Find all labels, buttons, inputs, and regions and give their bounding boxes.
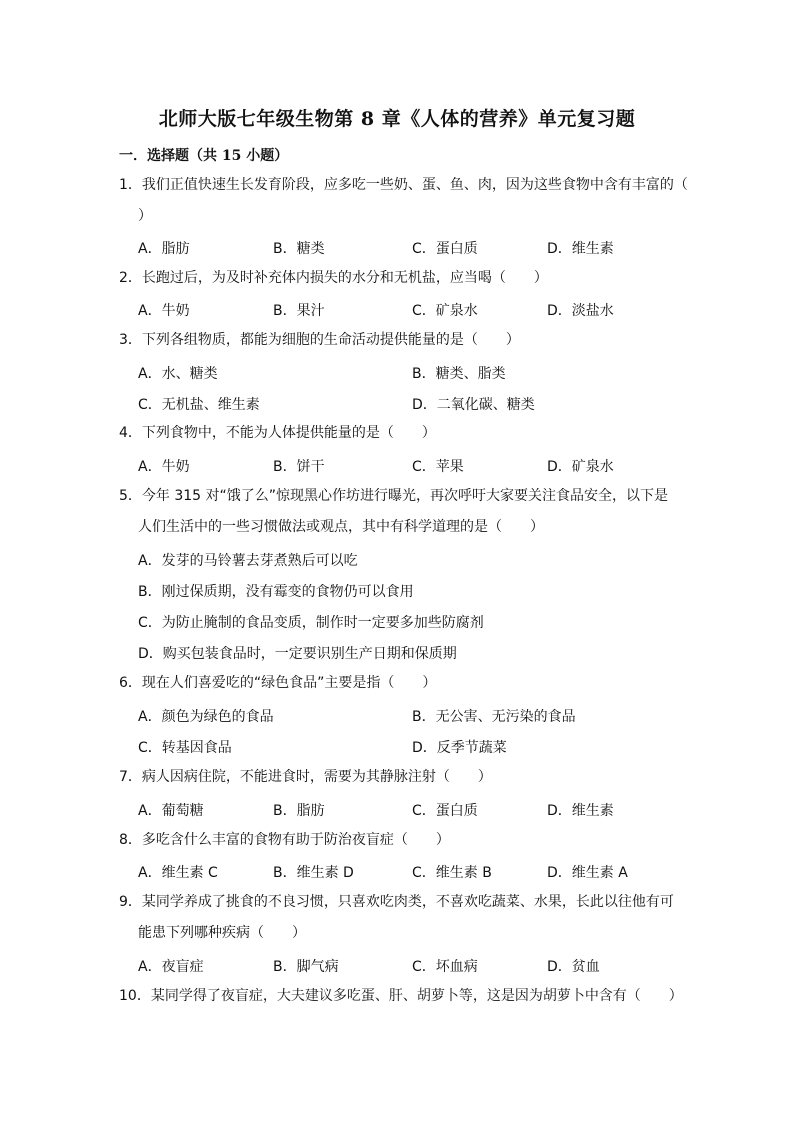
question-7-option-b: B．脂肪 — [273, 803, 325, 819]
question-1-option-d: D．维生素 — [547, 241, 614, 257]
question-4-text: 4．下列食物中，不能为人体提供能量的是（ ） — [119, 425, 436, 441]
question-9-option-c: C．坏血病 — [412, 959, 478, 975]
page-title: 北师大版七年级生物第 8 章《人体的营养》单元复习题 — [158, 108, 636, 130]
question-6-option-b: B．无公害、无污染的食品 — [412, 709, 576, 725]
question-5-option-d: D．购买包装食品时，一定要识别生产日期和保质期 — [138, 646, 457, 662]
question-2-text: 2．长跑过后，为及时补充体内损失的水分和无机盐，应当喝（ ） — [119, 270, 548, 286]
question-7-option-d: D．维生素 — [547, 803, 614, 819]
question-1-line-2: ） — [138, 208, 152, 224]
question-5-line-1: 5．今年 315 对“饿了么”惊现黑心作坊进行曝光，再次呼吁大家要关注食品安全，以下是 — [119, 488, 669, 504]
question-6-option-a: A．颜色为绿色的食品 — [138, 709, 274, 725]
question-9-line-1: 9．某同学养成了挑食的不良习惯，只喜欢吃肉类，不喜欢吃蔬菜、水果，长此以往他有可 — [119, 894, 674, 910]
question-5-option-b: B．刚过保质期，没有霉变的食物仍可以食用 — [138, 584, 414, 600]
question-3-option-a: A．水、糖类 — [138, 366, 218, 382]
question-5-option-a: A．发芽的马铃薯去芽煮熟后可以吃 — [138, 553, 358, 569]
question-7-option-c: C．蛋白质 — [412, 803, 478, 819]
question-6-text: 6．现在人们喜爱吃的“绿色食品”主要是指（ ） — [119, 675, 437, 691]
question-2-option-a: A．牛奶 — [138, 303, 190, 319]
question-9-option-a: A．夜盲症 — [138, 959, 204, 975]
question-3-option-d: D．二氧化碳、糖类 — [412, 397, 535, 413]
question-1-option-a: A．脂肪 — [138, 241, 190, 257]
question-8-option-a: A．维生素 C — [138, 865, 218, 881]
question-8-option-b: B．维生素 D — [273, 865, 354, 881]
question-6-option-c: C．转基因食品 — [138, 740, 232, 756]
question-2-option-c: C．矿泉水 — [412, 303, 478, 319]
question-3-option-c: C．无机盐、维生素 — [138, 397, 260, 413]
question-3-option-b: B．糖类、脂类 — [412, 366, 506, 382]
section-heading: 一．选择题（共 15 小题） — [119, 148, 289, 164]
question-7-text: 7．病人因病住院，不能进食时，需要为其静脉注射（ ） — [119, 769, 492, 785]
question-8-option-c: C．维生素 B — [412, 865, 492, 881]
question-5-option-c: C．为防止腌制的食品变质，制作时一定要多加些防腐剂 — [138, 615, 484, 631]
question-9-option-d: D．贫血 — [547, 959, 600, 975]
question-7-option-a: A．葡萄糖 — [138, 803, 204, 819]
question-8-text: 8．多吃含什么丰富的食物有助于防治夜盲症（ ） — [119, 832, 450, 848]
question-4-option-d: D．矿泉水 — [547, 459, 614, 475]
question-8-option-d: D．维生素 A — [547, 865, 628, 881]
question-9-line-2: 能患下列哪种疾病（ ） — [138, 925, 306, 941]
question-9-option-b: B．脚气病 — [273, 959, 339, 975]
question-1-option-b: B．糖类 — [273, 241, 325, 257]
question-5-line-2: 人们生活中的一些习惯做法或观点，其中有科学道理的是（ ） — [138, 519, 544, 535]
question-2-option-d: D．淡盐水 — [547, 303, 614, 319]
question-4-option-a: A．牛奶 — [138, 459, 190, 475]
question-6-option-d: D．反季节蔬菜 — [412, 740, 507, 756]
question-3-text: 3．下列各组物质，都能为细胞的生命活动提供能量的是（ ） — [119, 332, 520, 348]
question-4-option-b: B．饼干 — [273, 459, 325, 475]
question-1-line-1: 1．我们正值快速生长发育阶段，应多吃一些奶、蛋、鱼、肉，因为这些食物中含有丰富的（ — [119, 177, 688, 193]
question-4-option-c: C．苹果 — [412, 459, 464, 475]
question-2-option-b: B．果汁 — [273, 303, 325, 319]
question-10-text: 10．某同学得了夜盲症，大夫建议多吃蛋、肝、胡萝卜等，这是因为胡萝卜中含有（ ） — [119, 988, 683, 1004]
question-1-option-c: C．蛋白质 — [412, 241, 478, 257]
